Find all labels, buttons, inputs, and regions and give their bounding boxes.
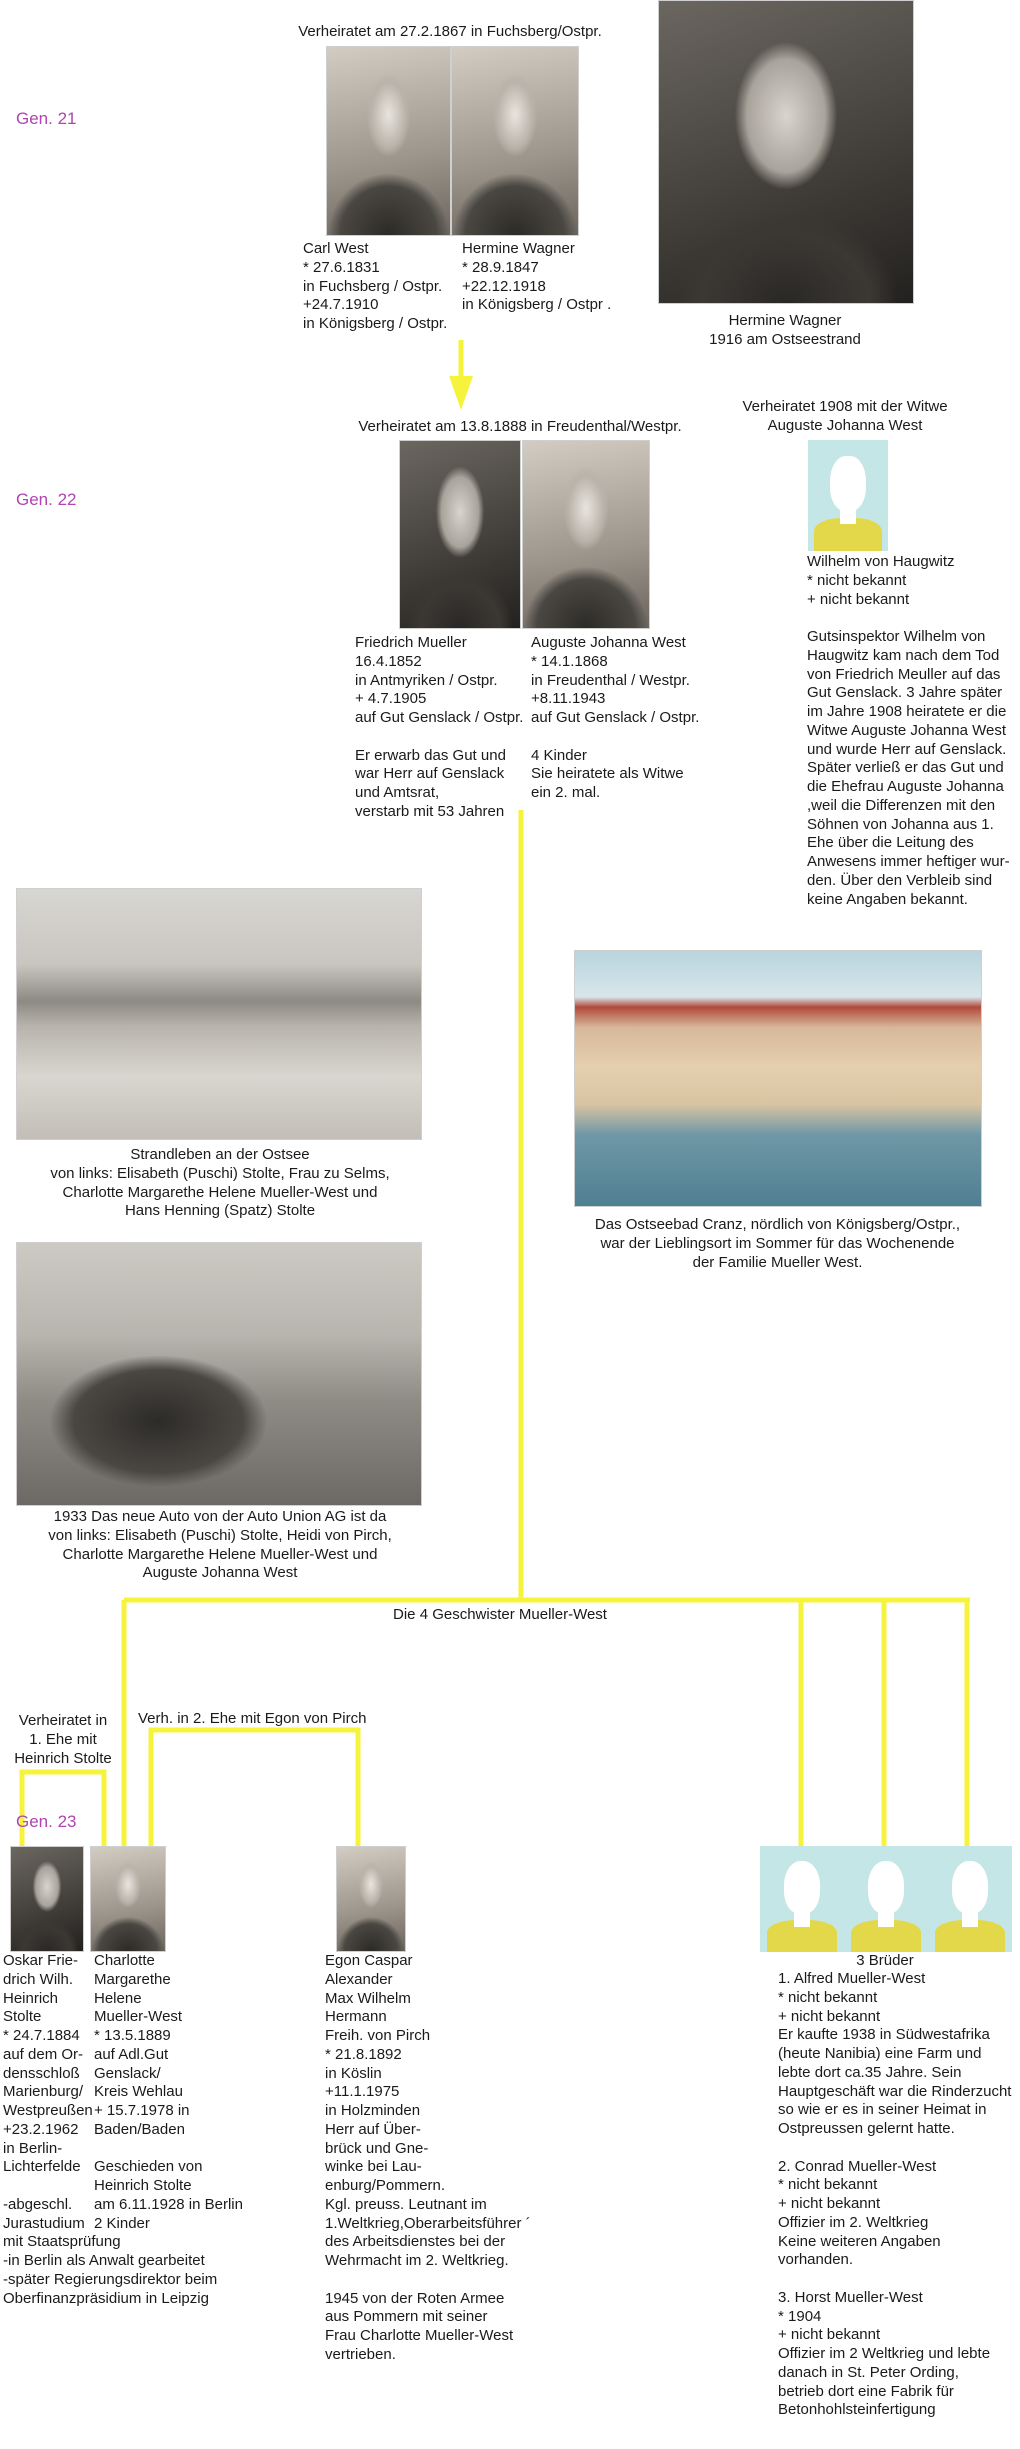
avatar-head bbox=[784, 1861, 821, 1914]
hermine-wagner-info bbox=[462, 240, 632, 315]
carl-west-name: Carl West bbox=[303, 240, 369, 257]
ostseebad-cranz-caption: Das Ostseebad Cranz, nördlich von Königsberg/Ostpr., war der Lieblingsort im Sommer für das Wochenende der Familie Mueller West. bbox=[594, 1216, 961, 1271]
first-marriage-note: Verheiratet in 1. Ehe mit Heinrich Stolte bbox=[14, 1712, 112, 1767]
gen22-marriage-note: Verheiratet am 13.8.1888 in Freudenthal/Westpr. bbox=[358, 418, 682, 435]
hermine-wagner-died-place: in Königsberg / Ostpr . bbox=[462, 296, 612, 314]
hermine-wagner-beach-photo bbox=[658, 0, 914, 304]
carl-west-born-place: in Fuchsberg / Ostpr. bbox=[303, 277, 443, 295]
brothers-info: 1. Alfred Mueller-West * nicht bekannt + nicht bekannt Er kaufte 1938 in Südwestafrika (heute Nanibia) eine Farm und lebte dort ca.35 Jahre. Sein Hauptgeschäft war die Rinderzucht so wie er es in seiner Heimat in Ostpreussen gelernt hatte. 2. Conrad Mueller-West * nicht bekannt + nicht bekannt Offizier im 2. Weltkrieg Keine weiteren Angaben vorhanden. 3. Horst Mueller-West * 1904 + nicht bekannt Offizier im 2 Weltkrieg und lebte danach in St. Peter Ording, betrieb dort eine Fabrik für Betonhohlsteinfertigung bbox=[778, 1970, 1012, 2419]
avatar-head bbox=[830, 456, 865, 512]
auguste-johanna-west-portrait bbox=[522, 440, 650, 629]
egon-von-pirch-portrait bbox=[336, 1846, 406, 1952]
friedrich-mueller-portrait bbox=[399, 440, 521, 629]
carl-west-info bbox=[303, 240, 463, 334]
haugwitz-marriage-note: Verheiratet 1908 mit der Witwe Auguste Johanna West bbox=[742, 398, 948, 434]
carl-west-died-place: in Königsberg / Ostpr. bbox=[303, 315, 448, 332]
charlotte-mueller-west-info: Charlotte Margarethe Helene Mueller-West * 13.5.1889 auf Adl.Gut Genslack/ Kreis Wehlau + 15.7.1978 in Baden/Baden Geschieden von Heinrich Stolte am 6.11.1928 in Berlin 2 Kinder bbox=[94, 1952, 243, 2232]
egon-von-pirch-info: Egon Caspar Alexander Max Wilhelm Hermann Freih. von Pirch * 21.8.1892 in Köslin +11.1.1975 in Holzminden Herr auf Über- brück und Gne- winke bei Lau- enburg/Pommern. Kgl. preuss. Leutnant im 1.Weltkrieg,Oberarbeitsführer ´ des Arbeitsdienstes bei der Wehrmacht im 2. Weltkrieg. 1945 von der Roten Armee aus Pommern mit seiner Frau Charlotte Mueller-West vertrieben. bbox=[325, 1952, 531, 2363]
oskar-stolte-info: Oskar Frie- drich Wilh. Heinrich Stolte * 24.7.1884 auf dem Or- densschloß Marienburg/ Westpreußen +23.2.1962 in Berlin- Lichterfelde -abgeschl. Jurastudium mit Staatsprüfung -in Berlin als Anwalt gearbeitet -später Regierungsdirektor beim Oberfinanzpräsidium in Leipzig bbox=[3, 1952, 218, 2307]
charlotte-mueller-west-portrait bbox=[90, 1846, 166, 1952]
gen21-marriage-note: Verheiratet am 27.2.1867 in Fuchsberg/Ostpr. bbox=[298, 23, 602, 40]
carl-west-born: * 27.6.1831 bbox=[303, 258, 380, 276]
carl-west-died: +24.7.1910 bbox=[303, 296, 379, 314]
strandleben-photo bbox=[16, 888, 422, 1140]
carl-west-portrait bbox=[326, 46, 451, 236]
wilhelm-von-haugwitz-avatar bbox=[808, 440, 888, 551]
hermine-wagner-died: +22.12.1918 bbox=[462, 277, 546, 295]
first-marriage-connector bbox=[22, 1772, 104, 1846]
brother-1-avatar bbox=[760, 1846, 844, 1952]
auto-union-caption: 1933 Das neue Auto von der Auto Union AG ist da von links: Elisabeth (Puschi) Stolte, Heidi von Pirch, Charlotte Margarethe Helene Mueller-West und Auguste Johanna West bbox=[48, 1508, 392, 1582]
second-marriage-note: Verh. in 2. Ehe mit Egon von Pirch bbox=[138, 1710, 367, 1727]
second-marriage-connector bbox=[151, 1730, 358, 1846]
strandleben-caption: Strandleben an der Ostsee von links: Elisabeth (Puschi) Stolte, Frau zu Selms, Charlotte Margarethe Helene Mueller-West und Hans Henning (Spatz) Stolte bbox=[50, 1146, 390, 1220]
wilhelm-von-haugwitz-info: Wilhelm von Haugwitz * nicht bekannt + nicht bekannt Gutsinspektor Wilhelm von Haugwitz kam nach dem Tod von Friedrich Meuller auf das Gut Genslack. 3 Jahre später im Jahre 1908 heiratete er die Witwe Auguste Johanna West und wurde Herr auf Genslack. Später verließ er das Gut und die Ehefrau Auguste Johanna ,weil die Differenzen mit den Söhnen von Johanna aus 1. Ehe über die Leitung des Anwesens immer heftiger wur- den. Über den Verbleib sind keine Angaben bekannt. bbox=[807, 553, 1010, 908]
ostseebad-cranz-postcard bbox=[574, 950, 982, 1207]
auto-union-photo bbox=[16, 1242, 422, 1506]
oskar-stolte-portrait bbox=[10, 1846, 84, 1952]
brother-2-avatar bbox=[844, 1846, 928, 1952]
brothers-title: 3 Brüder bbox=[856, 1952, 914, 1969]
avatar-head bbox=[868, 1861, 905, 1914]
gen22-label: Gen. 22 bbox=[16, 490, 77, 509]
gen21-to-gen22-arrowhead bbox=[449, 376, 473, 410]
avatar-head bbox=[952, 1861, 989, 1914]
siblings-heading: Die 4 Geschwister Mueller-West bbox=[393, 1606, 607, 1623]
gen23-label: Gen. 23 bbox=[16, 1812, 77, 1831]
hermine-wagner-born: * 28.9.1847 bbox=[462, 258, 539, 276]
hermine-wagner-name: Hermine Wagner bbox=[462, 240, 575, 257]
auguste-johanna-west-info: Auguste Johanna West * 14.1.1868 in Freudenthal / Westpr. +8.11.1943 auf Gut Genslack / Ostpr. 4 Kinder Sie heiratete als Witwe ein 2. mal. bbox=[531, 634, 700, 801]
hermine-wagner-portrait bbox=[451, 46, 579, 236]
brother-3-avatar bbox=[928, 1846, 1012, 1952]
hermine-wagner-beach-caption: Hermine Wagner 1916 am Ostseestrand bbox=[709, 312, 861, 348]
friedrich-mueller-info: Friedrich Mueller 16.4.1852 in Antmyriken / Ostpr. + 4.7.1905 auf Gut Genslack / Ostpr. Er erwarb das Gut und war Herr auf Genslack und Amtsrat, verstarb mit 53 Jahren bbox=[355, 634, 524, 820]
gen21-label: Gen. 21 bbox=[16, 109, 77, 128]
